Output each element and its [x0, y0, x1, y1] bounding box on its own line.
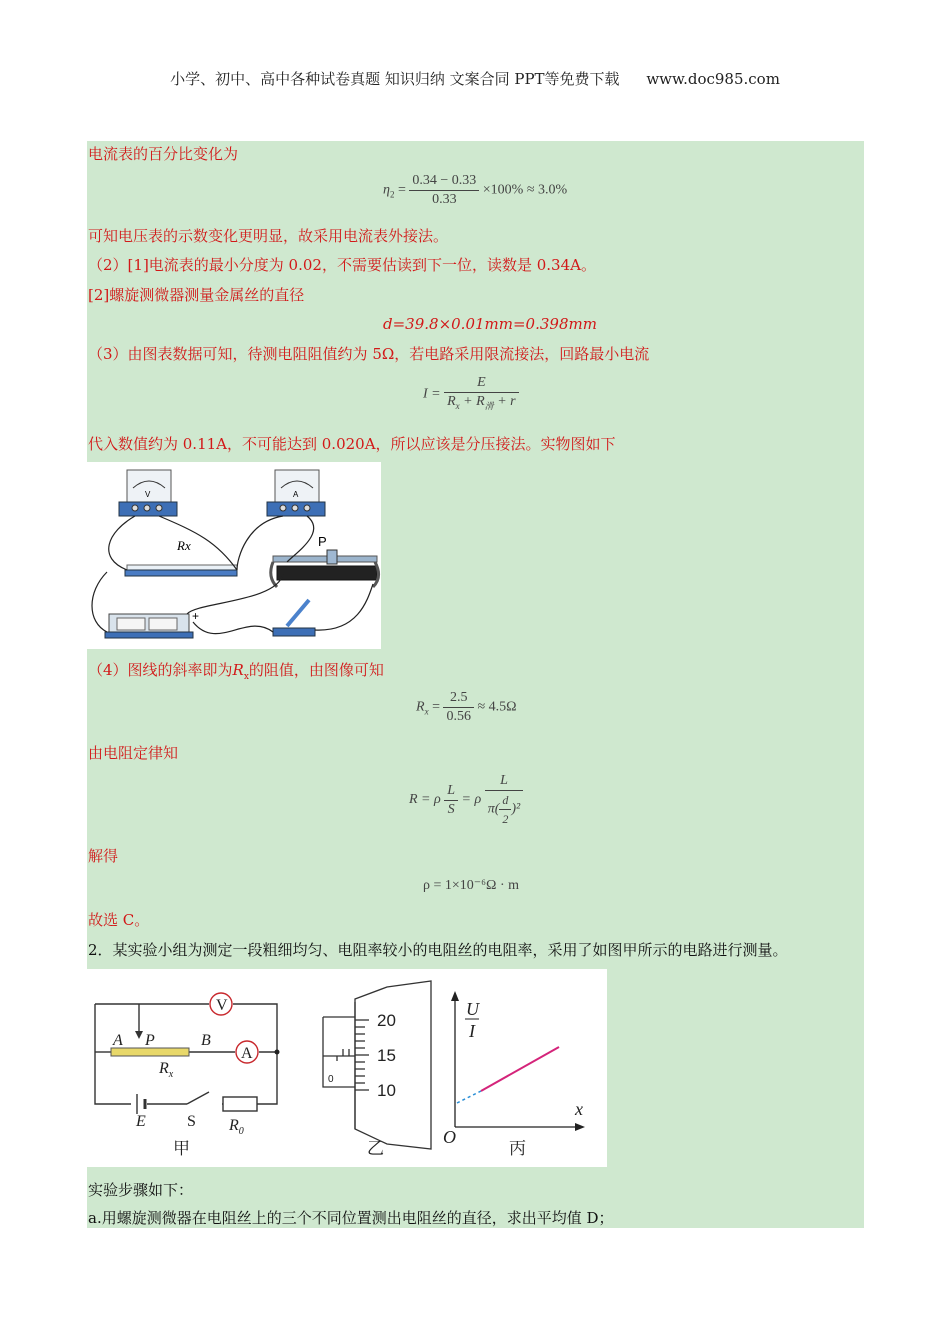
resistivity-law-equation: R = ρ $\frac{L}{S}$ = ρ L π( $\frac{d}{2}$ )²: [409, 772, 523, 828]
ammeter-illustration: [267, 470, 325, 516]
figure-yi-caption: 乙: [367, 1139, 384, 1159]
eta-equation: $\eta_2$ = $\frac{0.34 - 0.33}{0.33}$ ×100% ≈ 3.0%: [383, 173, 568, 207]
x-axis-arrow: [575, 1123, 585, 1131]
y-axis-arrow: [451, 991, 459, 1001]
switch-label: S: [187, 1113, 196, 1130]
y-axis-label-u: U: [466, 999, 479, 1019]
wiring-figure: [87, 462, 381, 649]
junction-dot: [275, 1050, 280, 1055]
y-axis-label-i: I: [469, 1021, 475, 1041]
svg-text:Rx: Rx: [177, 538, 191, 553]
rx-equation: $R_x$ = $\frac{2.5}{0.56}$ ≈ 4.5Ω: [416, 690, 517, 724]
text-line-13: 实验步骤如下：: [88, 1181, 194, 1199]
text-line-10: 解得: [88, 847, 119, 865]
resistor-wire-illustration: [125, 538, 237, 576]
svg-text:P: P: [318, 534, 327, 549]
svg-text:+: +: [192, 609, 200, 623]
text-line-4: [2]螺旋测微器测量金属丝的直径: [88, 286, 305, 304]
ammeter-label: A: [241, 1045, 253, 1062]
emf-label: E: [136, 1113, 146, 1130]
micrometer-diagram: [323, 981, 431, 1149]
rx-label: $R_x$: [159, 1060, 174, 1080]
wiring-diagram: [87, 462, 381, 649]
header-text: 小学、初中、高中各种试卷真题 知识归纳 文案合同 PPT等免费下载: [170, 70, 620, 88]
svg-text:V: V: [145, 490, 151, 499]
text-line-14: a.用螺旋测微器在电阻丝上的三个不同位置测出电阻丝的直径，求出平均值 D；: [88, 1209, 614, 1227]
micrometer-tick-15: 15: [377, 1046, 396, 1065]
current-equation: I = $\frac{E}{R_x + R_滑 + r}$: [423, 374, 519, 415]
x-axis-label: x: [575, 1099, 583, 1119]
switch-illustration: [273, 600, 315, 636]
point-p-label: P: [145, 1032, 155, 1049]
battery-illustration: [105, 609, 199, 638]
text-line-3: （2）[1]电流表的最小分度为 0.02，不需要估读到下一位，读数是 0.34A。: [88, 256, 596, 274]
micrometer-zero: 0: [328, 1074, 334, 1085]
u-over-i-graph: [443, 991, 585, 1159]
micrometer-tick-10: 10: [377, 1081, 396, 1100]
voltmeter-label: V: [216, 997, 228, 1014]
origin-label: O: [443, 1127, 456, 1147]
question-2-figure: [87, 969, 607, 1167]
rheostat-illustration: [271, 534, 379, 587]
diameter-formula: d=39.8×0.01mm=0.398mm: [383, 315, 597, 333]
page-header: [0, 68, 950, 89]
text-line-6: （3）由图表数据可知，待测电阻阻值约为 5Ω，若电路采用限流接法，回路最小电流: [88, 345, 650, 363]
data-line: [481, 1047, 559, 1091]
micrometer-tick-20: 20: [377, 1011, 396, 1030]
text-line-11: 故选 C。: [88, 911, 150, 929]
svg-text:A: A: [293, 490, 299, 499]
text-line-7: 代入数值约为 0.11A，不可能达到 0.020A，所以应该是分压接法。实物图如下: [88, 435, 616, 453]
rho-result-equation: ρ = 1×10⁻⁶Ω · m: [423, 878, 520, 893]
text-line-8: （4）图线的斜率即为$R_x$的阻值，由图像可知: [88, 661, 384, 682]
voltmeter-illustration: [119, 470, 177, 516]
question-2-diagrams: [87, 969, 607, 1167]
figure-bing-caption: 丙: [509, 1139, 526, 1159]
point-b-label: B: [201, 1032, 211, 1049]
resistance-wire: [111, 1048, 189, 1056]
header-url[interactable]: www.doc985.com: [646, 70, 780, 88]
extrapolated-segment: [457, 1091, 481, 1103]
figure-jia-caption: 甲: [173, 1139, 190, 1159]
text-line-2: 可知电压表的示数变化更明显，故采用电流表外接法。: [88, 227, 449, 245]
point-a-label: A: [113, 1032, 123, 1049]
text-line-1: 电流表的百分比变化为: [88, 145, 239, 163]
question-2-text: 2．某实验小组为测定一段粗细均匀、电阻率较小的电阻丝的电阻率，采用了如图甲所示的电路进行测量。: [88, 941, 788, 959]
text-line-9: 由电阻定律知: [88, 744, 179, 762]
r0-label: $R_0$: [229, 1117, 244, 1137]
